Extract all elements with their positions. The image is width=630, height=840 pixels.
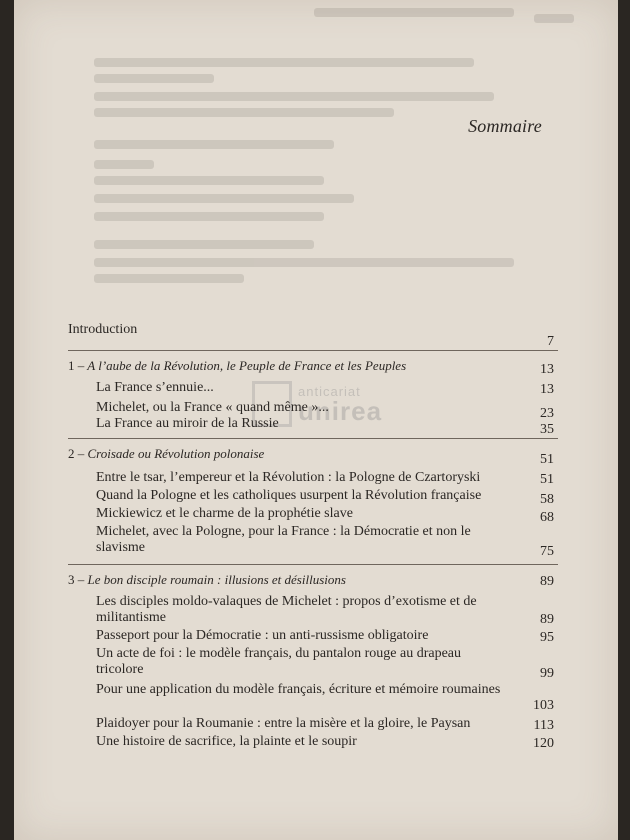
chapter-title: Le bon disciple roumain : illusions et désillusions xyxy=(87,572,346,587)
toc-chapter-1[interactable] xyxy=(68,358,554,377)
toc-section[interactable] xyxy=(96,716,554,732)
section-page: 120 xyxy=(533,736,554,751)
chapter-dash: – xyxy=(77,358,85,373)
toc-entry-page: 7 xyxy=(547,334,554,349)
section-page: 89 xyxy=(540,612,554,627)
section-page: 103 xyxy=(533,698,554,713)
toc-section[interactable] xyxy=(96,506,554,525)
book-page xyxy=(14,0,618,840)
toc-section[interactable] xyxy=(96,646,554,681)
chapter-number: 3 xyxy=(68,572,75,587)
section-page: 23 xyxy=(540,406,554,421)
chapter-title: Croisade ou Révolution polonaise xyxy=(87,446,265,461)
section-title: Michelet, ou la France « quand même »... xyxy=(96,400,329,415)
chapter-number: 1 xyxy=(68,358,75,373)
toc-section[interactable] xyxy=(96,470,554,486)
divider xyxy=(68,350,558,351)
table-of-contents xyxy=(14,0,618,840)
watermark-big-text: unirea xyxy=(298,395,383,426)
section-title: La France s’ennuie... xyxy=(96,380,214,395)
section-title: Entre le tsar, l’empereur et la Révolution : la Pologne de Czartoryski xyxy=(96,470,481,485)
section-page: 35 xyxy=(540,422,554,437)
chapter-dash: – xyxy=(77,446,85,461)
divider xyxy=(68,564,558,565)
toc-section[interactable] xyxy=(96,416,554,437)
chapter-number: 2 xyxy=(68,446,75,461)
toc-chapter-2[interactable] xyxy=(68,446,554,467)
toc-section[interactable] xyxy=(96,380,554,399)
section-page: 68 xyxy=(540,510,554,525)
toc-entry-title: Introduction xyxy=(68,322,138,337)
section-title: Quand la Pologne et les catholiques usurpent la Révolution française xyxy=(96,488,482,503)
section-page: 75 xyxy=(540,544,554,559)
toc-section[interactable] xyxy=(96,524,554,559)
toc-section[interactable] xyxy=(96,628,554,644)
chapter-title: A l’aube de la Révolution, le Peuple de France et les Peuples xyxy=(87,358,407,373)
section-title: Mickiewicz et le charme de la prophétie slave xyxy=(96,506,353,521)
section-title: Michelet, avec la Pologne, pour la France : la Démocratie et non le slavisme xyxy=(96,524,471,555)
chapter-page: 51 xyxy=(540,452,554,467)
section-page: 113 xyxy=(533,718,554,733)
toc-entry-introduction[interactable] xyxy=(68,322,554,349)
toc-section[interactable] xyxy=(96,488,554,507)
chapter-dash: – xyxy=(77,572,85,587)
toc-section[interactable] xyxy=(96,400,554,421)
chapter-page: 13 xyxy=(540,362,554,377)
toc-chapter-3[interactable] xyxy=(68,572,554,588)
section-title: Plaidoyer pour la Roumanie : entre la misère et la gloire, le Paysan xyxy=(96,716,471,731)
toc-section[interactable] xyxy=(96,594,554,626)
section-page: 51 xyxy=(540,472,554,487)
section-title: Les disciples moldo-valaques de Michelet : propos d’exotisme et de militantisme xyxy=(96,594,477,625)
section-title: La France au miroir de la Russie xyxy=(96,416,279,431)
divider xyxy=(68,438,558,439)
page-title: Sommaire xyxy=(468,116,542,136)
toc-section[interactable] xyxy=(96,734,554,750)
section-page: 95 xyxy=(540,630,554,645)
section-title: Pour une application du modèle français, écriture et mémoire roumaines xyxy=(96,682,501,697)
toc-section[interactable] xyxy=(96,682,554,713)
watermark-small-text: anticariat xyxy=(298,383,361,399)
section-title: Passeport pour la Démocratie : un anti-russisme obligatoire xyxy=(96,628,429,643)
section-page: 58 xyxy=(540,492,554,507)
section-title: Un acte de foi : le modèle français, du pantalon rouge au drapeau tricolore xyxy=(96,646,462,677)
section-page: 99 xyxy=(540,666,554,681)
section-title: Une histoire de sacrifice, la plainte et le soupir xyxy=(96,734,357,749)
section-page: 13 xyxy=(540,382,554,397)
chapter-page: 89 xyxy=(540,574,554,589)
